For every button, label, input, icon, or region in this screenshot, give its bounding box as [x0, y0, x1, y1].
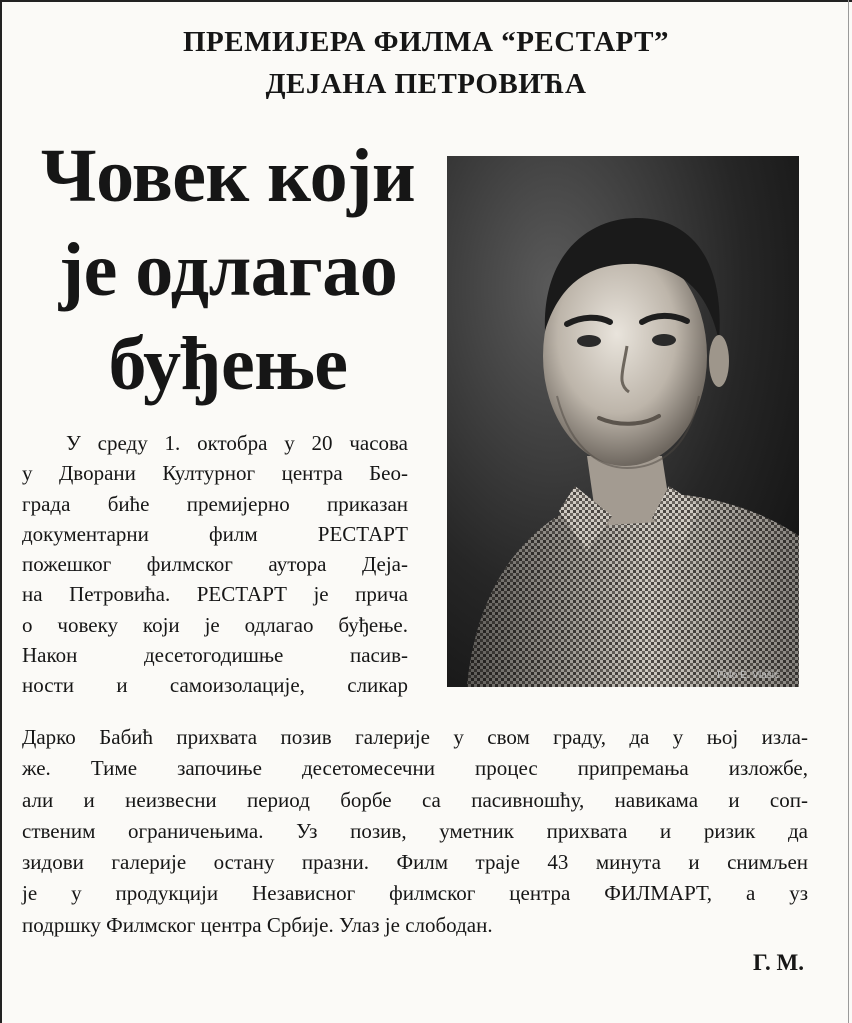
body-line: У среду 1. октобра у 20 часова [66, 431, 408, 455]
body-line: пожешког филмског аутора Деја- [22, 552, 408, 577]
body-line: ности и самоизолације, сликар [22, 673, 408, 698]
page-border-left [0, 0, 2, 1023]
body-line: је у продукцији Независног филмског центра ФИЛМАРТ, а уз [22, 881, 808, 906]
article-body-column [22, 428, 408, 701]
body-line: же. Тиме започиње десетомесечни процес припремања изложбе, [22, 756, 808, 781]
article-body-full [22, 722, 808, 941]
body-line: али и неизвесни период борбе са пасивношћу, навикама и соп- [22, 787, 808, 812]
body-line: на Петровића. РЕСТАРТ је прича [22, 582, 408, 607]
headline-line-2: је одлагао [58, 228, 398, 312]
body-line: града биће премијерно приказан [22, 491, 408, 516]
body-line: у Дворани Културног центра Бео- [22, 461, 408, 486]
page-border-top [0, 0, 852, 2]
body-line: о човеку који је одлагао буђење. [22, 612, 408, 637]
body-line: Након десетогодишње пасив- [22, 643, 408, 668]
body-line: зидови галерије остану празни. Филм траје 43 минута и снимљен [22, 850, 808, 875]
body-line: ственим ограничењима. Уз позив, уметник прихвата и ризик да [22, 818, 808, 843]
portrait-illustration [447, 156, 799, 687]
headline-line-3: буђење [108, 322, 348, 406]
page-border-right [848, 0, 849, 1023]
photo-credit: Foto E. Vlašić [717, 670, 779, 681]
kicker-line-2: ДЕЈАНА ПЕТРОВИЋА [265, 68, 587, 100]
body-line: документарни филм РЕСТАРТ [22, 521, 408, 546]
author-signature: Г. М. [753, 950, 804, 975]
body-line: подршку Филмског центра Србије. Улаз је слободан. [22, 912, 493, 937]
headline-line-1: Човек који [40, 134, 416, 218]
body-line: Дарко Бабић прихвата позив галерије у свом граду, да у њој изла- [22, 725, 808, 749]
portrait-photo [447, 156, 799, 687]
kicker-line-1: ПРЕМИЈЕРА ФИЛМА “РЕСТАРТ” [183, 26, 669, 58]
